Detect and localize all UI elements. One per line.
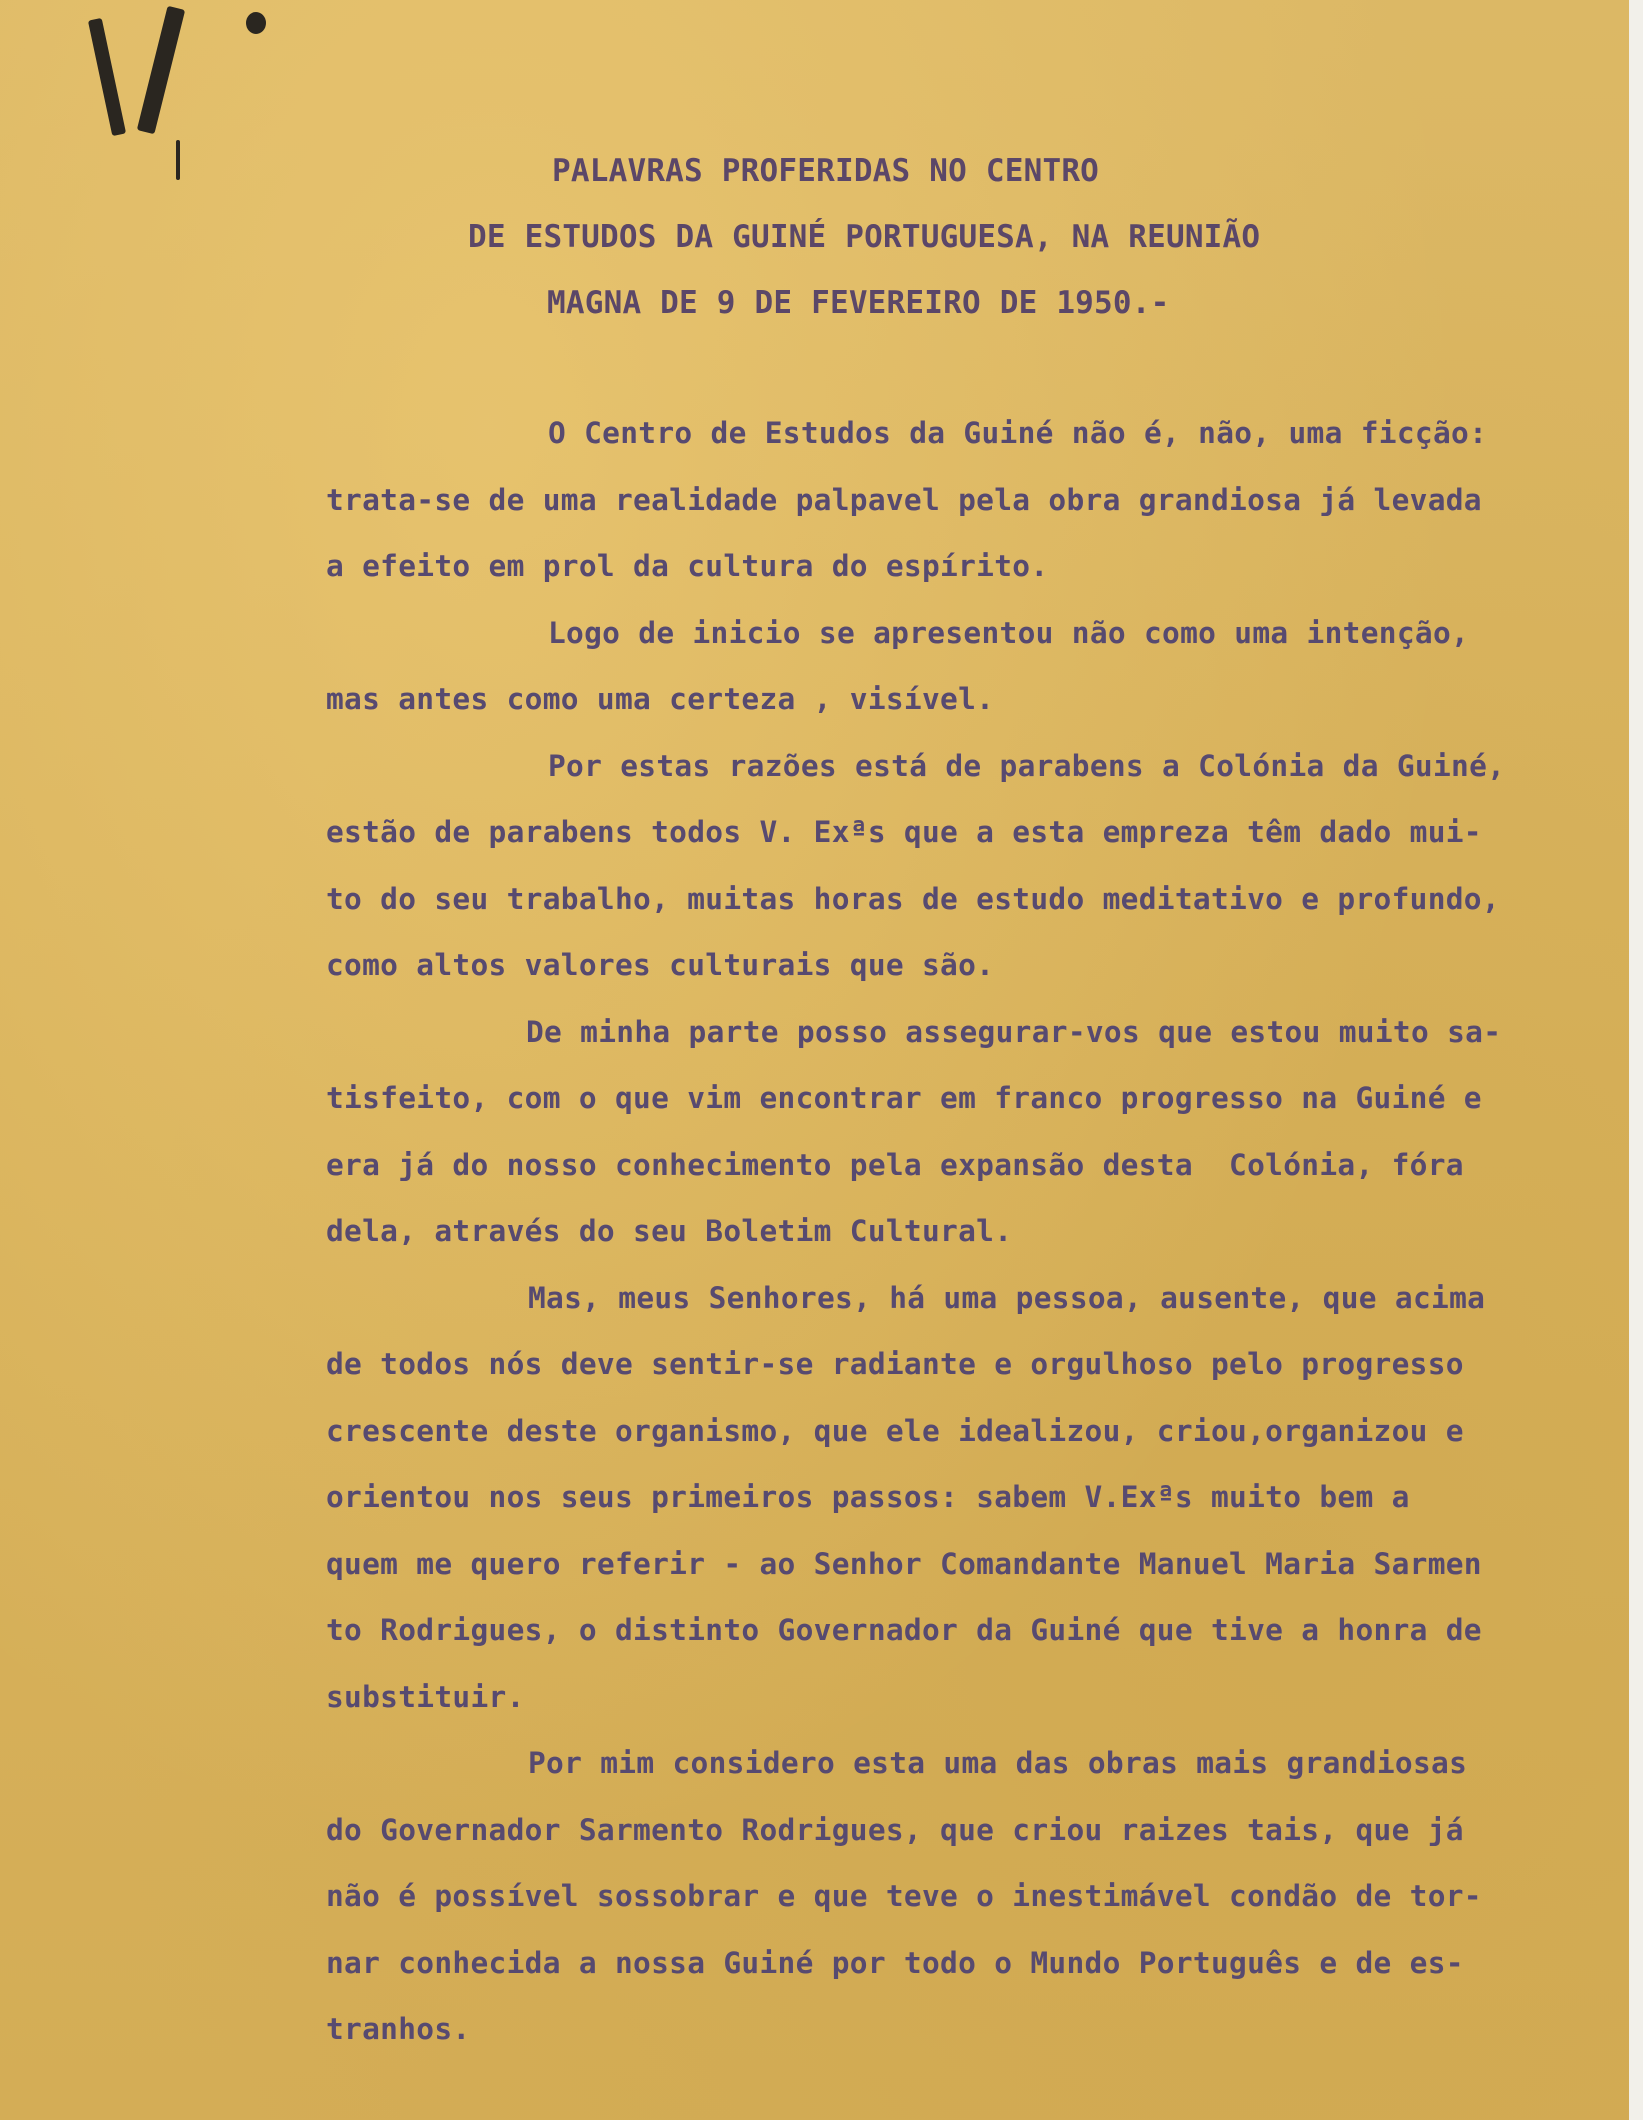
text-line: Mas, meus Senhores, há uma pessoa, ausente, que acima: [528, 1280, 1486, 1315]
text-line: a efeito em prol da cultura do espírito.: [326, 549, 1049, 583]
text-line: to do seu trabalho, muitas horas de estudo meditativo e profundo,: [326, 881, 1500, 916]
text-line: tisfeito, com o que vim encontrar em franco progresso na Guiné e: [326, 1081, 1482, 1115]
ink-mark-dot: [246, 12, 266, 34]
title-line-3: MAGNA DE 9 DE FEVEREIRO DE 1950.-: [547, 285, 1170, 321]
text-line: crescente deste organismo, que ele idealizou, criou,organizou e: [326, 1413, 1464, 1448]
text-line: mas antes como uma certeza , visível.: [326, 682, 995, 716]
ink-mark-tick: [176, 140, 180, 180]
text-line: como altos valores culturais que são.: [326, 948, 995, 982]
text-line: Por estas razões está de parabens a Colónia da Guiné,: [548, 748, 1506, 783]
title-line-1: PALAVRAS PROFERIDAS NO CENTRO: [552, 153, 1100, 189]
paragraph-2: [326, 600, 1636, 733]
text-line: tranhos.: [326, 2012, 471, 2046]
text-line: Por mim considero esta uma das obras mais grandiosas: [528, 1746, 1468, 1780]
text-line: De minha parte posso assegurar-vos que estou muito sa-: [526, 1014, 1502, 1049]
text-line: substituir.: [326, 1679, 525, 1714]
text-line: quem me quero referir - ao Senhor Comandante Manuel Maria Sarmen: [326, 1546, 1482, 1581]
text-line: estão de parabens todos V. Exªs que a esta empreza têm dado mui-: [326, 815, 1482, 849]
paragraph-5: [326, 1265, 1636, 1731]
text-line: O Centro de Estudos da Guiné não é, não, uma ficção:: [548, 416, 1488, 450]
text-line: trata-se de uma realidade palpavel pela obra grandiosa já levada: [326, 482, 1482, 517]
text-line: não é possível sossobrar e que teve o inestimável condão de tor-: [326, 1879, 1482, 1913]
text-line: era já do nosso conhecimento pela expansão desta Colónia, fóra: [326, 1147, 1464, 1182]
text-line: orientou nos seus primeiros passos: sabem V.Exªs muito bem a: [326, 1480, 1410, 1514]
text-line: do Governador Sarmento Rodrigues, que criou raizes tais, que já: [326, 1812, 1464, 1847]
ink-mark-left: [88, 18, 126, 136]
paragraph-1: [326, 400, 1636, 600]
ink-mark-center: [137, 6, 185, 135]
text-line: de todos nós deve sentir-se radiante e orgulhoso pelo progresso: [326, 1347, 1464, 1381]
title-line-2: DE ESTUDOS DA GUINÉ PORTUGUESA, NA REUNIÃO: [468, 219, 1261, 255]
text-line: Logo de inicio se apresentou não como uma intenção,: [548, 615, 1470, 650]
text-line: nar conhecida a nossa Guiné por todo o Mundo Português e de es-: [326, 1945, 1464, 1980]
text-line: dela, através do seu Boletim Cultural.: [326, 1214, 1013, 1248]
paragraph-4: [326, 999, 1636, 1265]
document-body: [326, 400, 1636, 2063]
paragraph-6: [326, 1730, 1636, 2063]
paragraph-3: [326, 733, 1636, 999]
text-line: to Rodrigues, o distinto Governador da Guiné que tive a honra de: [326, 1613, 1482, 1647]
document-title: [300, 138, 1360, 336]
